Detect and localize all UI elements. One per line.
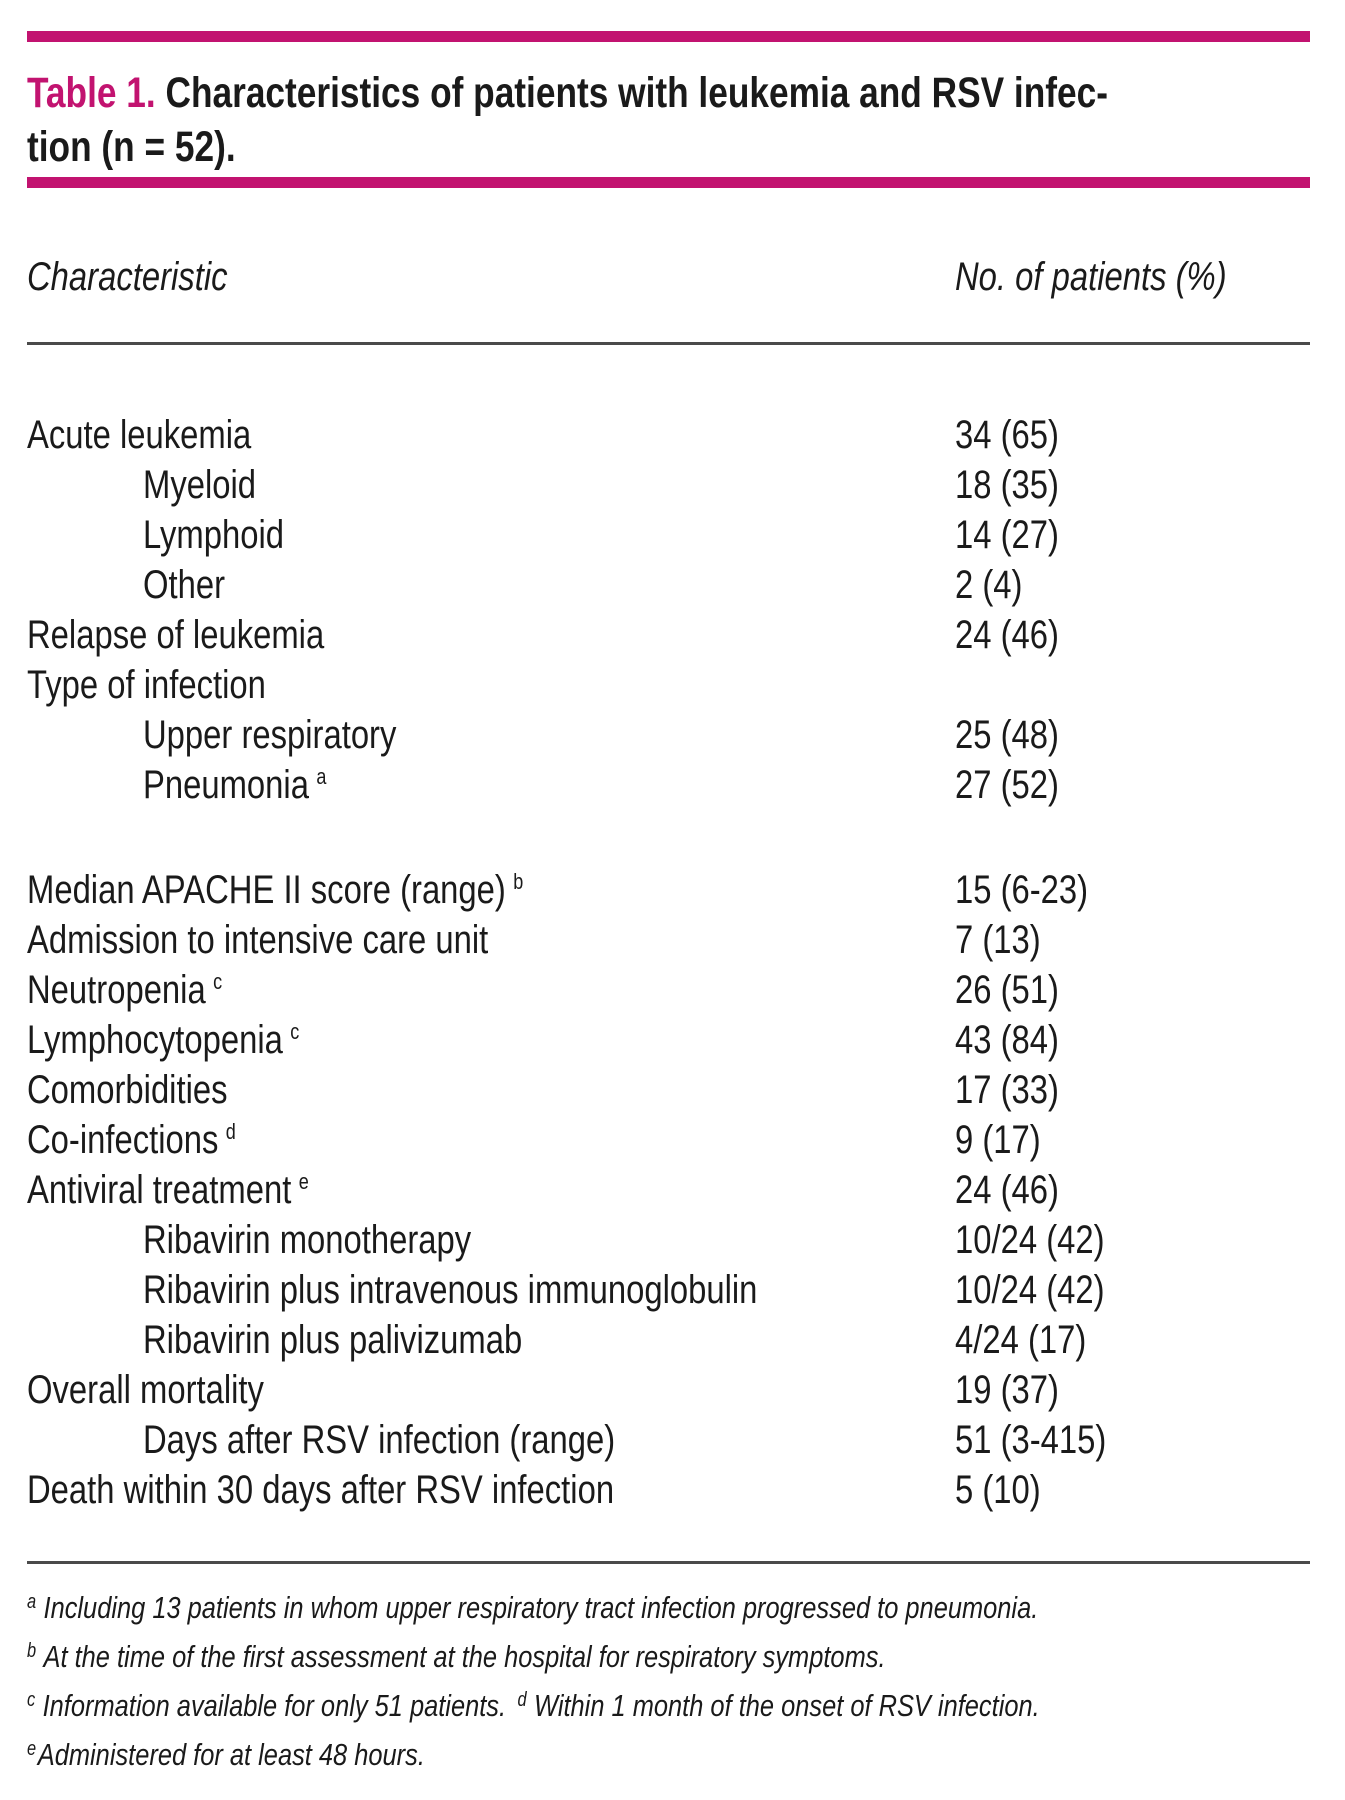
row-value bbox=[955, 560, 1310, 610]
table-section-spacer bbox=[27, 810, 1310, 865]
row-label-text: Upper respiratory bbox=[143, 713, 397, 757]
row-value-text: 4/24 (17) bbox=[955, 1318, 1087, 1362]
row-value-text: 10/24 (42) bbox=[955, 1218, 1105, 1262]
table-row bbox=[27, 965, 1310, 1015]
row-value bbox=[955, 1165, 1310, 1215]
row-value-text: 15 (6-23) bbox=[955, 868, 1089, 912]
row-label bbox=[27, 1115, 955, 1165]
row-value bbox=[955, 510, 1310, 560]
footnote-text: Information available for only 51 patients. bbox=[42, 1688, 507, 1723]
table-row bbox=[27, 410, 1310, 460]
row-label bbox=[27, 865, 955, 915]
footnote-line bbox=[27, 1681, 1310, 1730]
footnote-text: At the time of the first assessment at the hospital for respiratory symptoms. bbox=[43, 1639, 886, 1674]
row-value bbox=[955, 1465, 1310, 1515]
row-value bbox=[955, 760, 1310, 810]
table-body bbox=[27, 410, 1310, 1515]
table-row bbox=[27, 1165, 1310, 1215]
row-value bbox=[955, 1315, 1310, 1365]
row-value bbox=[955, 1065, 1310, 1115]
footnote-marker: a bbox=[27, 1591, 37, 1613]
row-value bbox=[955, 865, 1310, 915]
row-label-text: Lymphocytopenia $^c$ bbox=[27, 1018, 300, 1062]
row-label-text: Admission to intensive care unit bbox=[27, 918, 489, 962]
footnote-marker: a bbox=[316, 764, 327, 789]
table-row bbox=[27, 560, 1310, 610]
footnote-marker: c bbox=[290, 1019, 300, 1044]
row-label bbox=[27, 660, 955, 710]
row-value bbox=[955, 610, 1310, 660]
row-label bbox=[27, 460, 955, 510]
row-value-text: 18 (35) bbox=[955, 463, 1059, 507]
table-row bbox=[27, 710, 1310, 760]
table-title-line1: Characteristics of patients with leukemia and RSV infec- bbox=[165, 69, 1108, 117]
row-value bbox=[955, 710, 1310, 760]
table-row bbox=[27, 1315, 1310, 1365]
row-label bbox=[27, 760, 955, 810]
table-row bbox=[27, 1465, 1310, 1515]
footnote-line-text bbox=[27, 1632, 886, 1681]
row-label-text: Ribavirin monotherapy bbox=[143, 1218, 472, 1262]
row-label-text: Overall mortality bbox=[27, 1368, 264, 1412]
table-row bbox=[27, 1065, 1310, 1115]
row-label-text: Neutropenia $^c$ bbox=[27, 968, 223, 1012]
row-label bbox=[27, 1165, 955, 1215]
footnote-marker: b bbox=[27, 1640, 37, 1662]
row-value-text: 10/24 (42) bbox=[955, 1268, 1105, 1312]
row-label-text: Antiviral treatment $^e$ bbox=[27, 1168, 309, 1212]
row-value bbox=[955, 1265, 1310, 1315]
row-label-text: Pneumonia $^a$ bbox=[143, 763, 327, 807]
row-label bbox=[27, 710, 955, 760]
row-label-text: Ribavirin plus palivizumab bbox=[143, 1318, 523, 1362]
row-label-text: Myeloid bbox=[143, 463, 257, 507]
row-label bbox=[27, 1215, 955, 1265]
footnote-marker: c bbox=[27, 1689, 36, 1711]
row-label bbox=[27, 915, 955, 965]
row-value-text: 9 (17) bbox=[955, 1118, 1041, 1162]
row-label-text: Lymphoid bbox=[143, 513, 285, 557]
table-title-line2: tion (n = 52). bbox=[27, 123, 236, 171]
footnote-marker: b bbox=[513, 869, 524, 894]
row-label-text: Acute leukemia bbox=[27, 413, 252, 457]
row-value bbox=[955, 1365, 1310, 1415]
footnote-marker: c bbox=[213, 969, 223, 994]
table-row bbox=[27, 865, 1310, 915]
row-value-text: 51 (3-415) bbox=[955, 1418, 1107, 1462]
column-header-characteristic: Characteristic bbox=[27, 255, 228, 299]
table-row bbox=[27, 460, 1310, 510]
row-value-text: 19 (37) bbox=[955, 1368, 1059, 1412]
row-value-text: 43 (84) bbox=[955, 1018, 1059, 1062]
row-label bbox=[27, 510, 955, 560]
column-header-patients: No. of patients (%) bbox=[955, 255, 1227, 299]
footnote-text: Including 13 patients in whom upper respiratory tract infection progressed to pneumonia. bbox=[43, 1590, 1039, 1625]
row-value bbox=[955, 1015, 1310, 1065]
footnote-line bbox=[27, 1583, 1310, 1632]
row-value-text: 24 (46) bbox=[955, 1168, 1059, 1212]
row-label-text: Co-infections $^d$ bbox=[27, 1118, 236, 1162]
row-label-text: Relapse of leukemia bbox=[27, 613, 325, 657]
row-label bbox=[27, 1465, 955, 1515]
footnote-line-text bbox=[27, 1681, 1040, 1730]
row-label bbox=[27, 1065, 955, 1115]
row-label bbox=[27, 1265, 955, 1315]
table-title bbox=[27, 66, 1345, 174]
row-value-text: 24 (46) bbox=[955, 613, 1059, 657]
header-divider-rule bbox=[27, 342, 1310, 345]
table-row bbox=[27, 1015, 1310, 1065]
row-label-text: Other bbox=[143, 563, 226, 607]
table-row bbox=[27, 510, 1310, 560]
row-label-text: Death within 30 days after RSV infection bbox=[27, 1468, 615, 1512]
row-label bbox=[27, 1365, 955, 1415]
row-value-text: 17 (33) bbox=[955, 1068, 1059, 1112]
row-label-text: Comorbidities bbox=[27, 1068, 228, 1112]
table-title-text bbox=[27, 66, 1108, 174]
row-value-text: 27 (52) bbox=[955, 763, 1059, 807]
row-label-text: Median APACHE II score (range) $^b$ bbox=[27, 868, 524, 912]
footnote-text: Within 1 month of the onset of RSV infection. bbox=[534, 1688, 1040, 1723]
table-row bbox=[27, 760, 1310, 810]
table-row bbox=[27, 1365, 1310, 1415]
row-value bbox=[955, 660, 1310, 710]
row-label-text: Ribavirin plus intravenous immunoglobulin bbox=[143, 1268, 758, 1312]
title-bottom-accent-rule bbox=[27, 177, 1310, 188]
row-label bbox=[27, 1415, 955, 1465]
row-value-text: 26 (51) bbox=[955, 968, 1059, 1012]
row-value-text: 2 (4) bbox=[955, 563, 1023, 607]
table-row bbox=[27, 610, 1310, 660]
footnote-marker: e bbox=[27, 1738, 37, 1760]
footnote-text: Administered for at least 48 hours. bbox=[37, 1737, 425, 1772]
footnote-line bbox=[27, 1730, 1310, 1779]
row-value bbox=[955, 460, 1310, 510]
top-accent-rule bbox=[27, 31, 1310, 42]
row-value bbox=[955, 1215, 1310, 1265]
row-value bbox=[955, 1115, 1310, 1165]
table-row bbox=[27, 915, 1310, 965]
row-value-text: 25 (48) bbox=[955, 713, 1059, 757]
table-row bbox=[27, 1415, 1310, 1465]
row-value bbox=[955, 965, 1310, 1015]
footnote-marker: e bbox=[298, 1169, 309, 1194]
table-row bbox=[27, 1215, 1310, 1265]
table-row bbox=[27, 660, 1310, 710]
row-value-text: 14 (27) bbox=[955, 513, 1059, 557]
row-label bbox=[27, 1315, 955, 1365]
row-value bbox=[955, 1415, 1310, 1465]
row-label bbox=[27, 610, 955, 660]
row-label-text: Days after RSV infection (range) bbox=[143, 1418, 616, 1462]
footnotes bbox=[27, 1583, 1310, 1779]
footnote-marker: d bbox=[517, 1689, 527, 1711]
row-value-text: 7 (13) bbox=[955, 918, 1041, 962]
row-value-text: 5 (10) bbox=[955, 1468, 1041, 1512]
row-value bbox=[955, 915, 1310, 965]
footnote-line-text bbox=[27, 1583, 1038, 1632]
footnote-line bbox=[27, 1632, 1310, 1681]
row-label bbox=[27, 410, 955, 460]
column-header-row bbox=[0, 252, 1345, 302]
row-label bbox=[27, 965, 955, 1015]
row-label-text: Type of infection bbox=[27, 663, 266, 707]
row-value-text: 34 (65) bbox=[955, 413, 1059, 457]
row-label bbox=[27, 560, 955, 610]
footnote-marker: d bbox=[225, 1119, 236, 1144]
footnote-line-text bbox=[27, 1730, 425, 1779]
table-row bbox=[27, 1265, 1310, 1315]
row-value bbox=[955, 410, 1310, 460]
row-label bbox=[27, 1015, 955, 1065]
footnote-divider-rule bbox=[27, 1561, 1310, 1564]
table-number: Table 1. bbox=[27, 69, 156, 117]
table-row bbox=[27, 1115, 1310, 1165]
